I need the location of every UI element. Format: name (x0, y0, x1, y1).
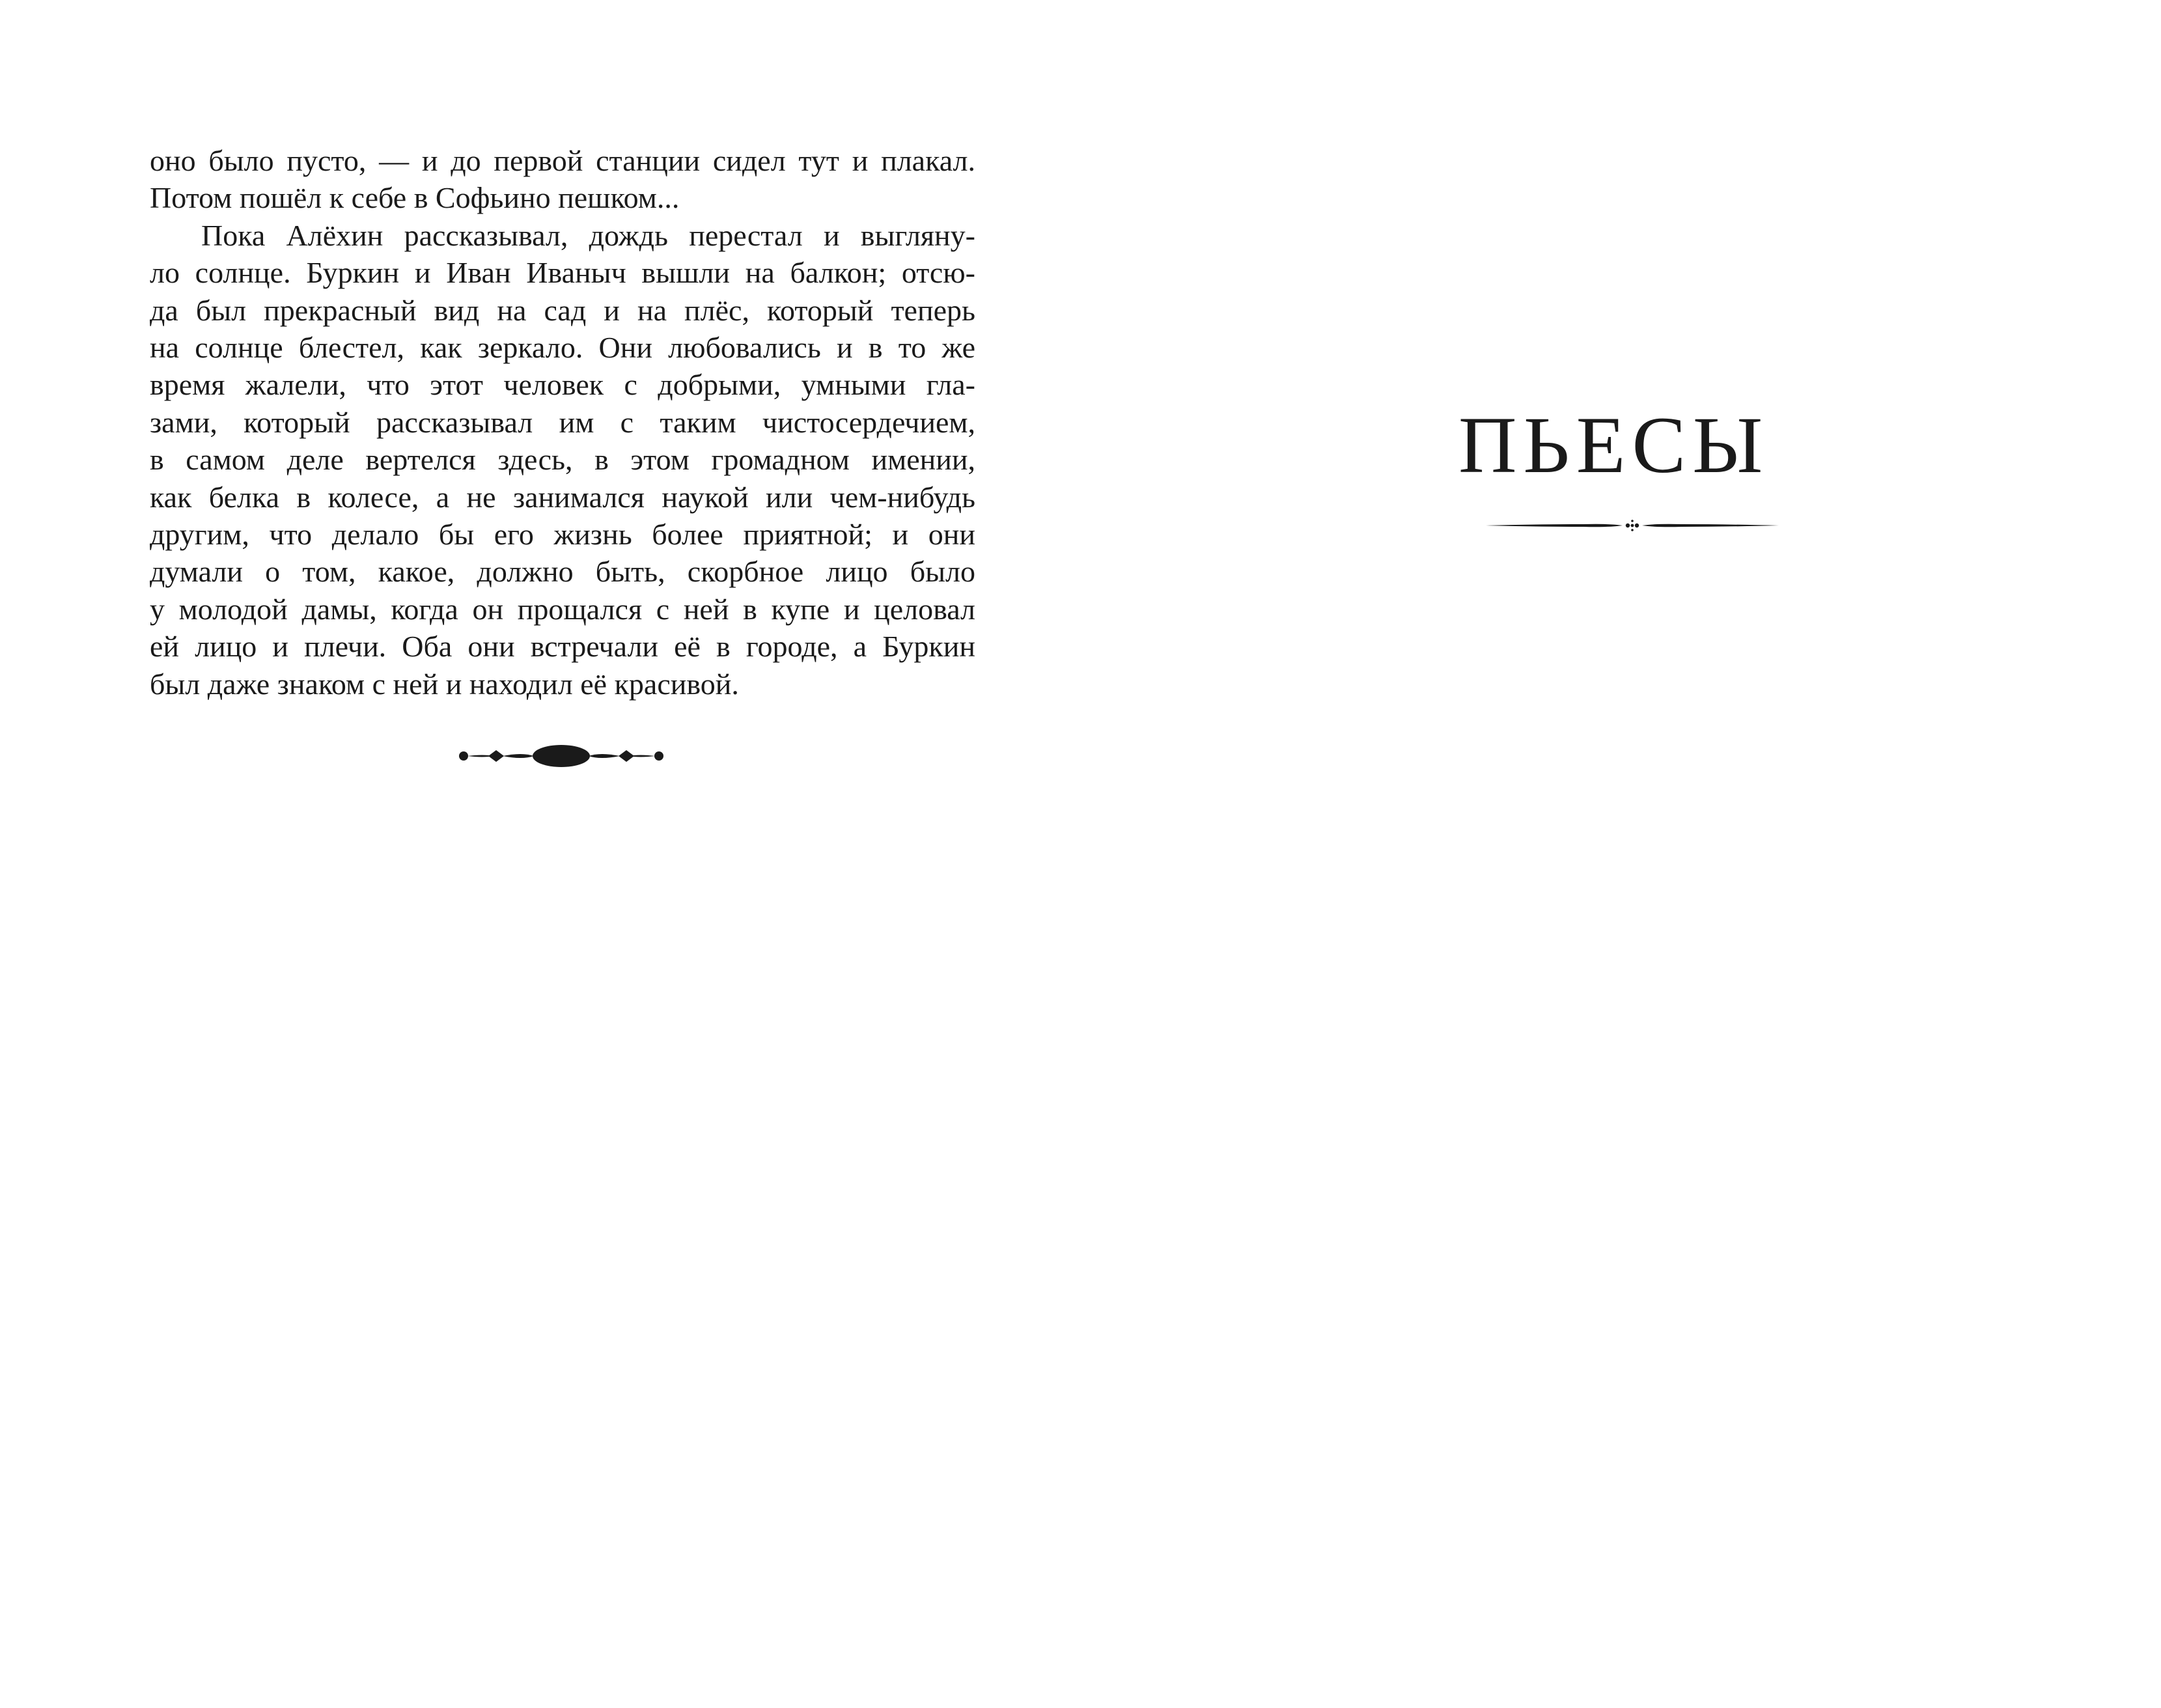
left-page-text (150, 142, 975, 703)
text-line: да был прекрасный вид на сад и на плёс, который теперь (150, 293, 975, 327)
paragraph-1 (150, 142, 975, 217)
text-line: время жалели, что этот человек с добрыми, умными гла- (150, 368, 975, 402)
text-line: думали о том, какое, должно быть, скорбное лицо было (150, 555, 975, 589)
text-line: в самом деле вертелся здесь, в этом громадном имении, (150, 443, 975, 477)
text-line: как белка в колесе, а не занимался наукой или чем-нибудь (150, 480, 975, 514)
fleuron-ornament-icon (457, 743, 665, 769)
paragraph-2 (150, 217, 975, 703)
text-line: на солнце блестел, как зеркало. Они любовались и в то же (150, 331, 975, 365)
decorative-rule-icon (1486, 518, 1779, 533)
text-line: был даже знаком с ней и находил её красивой. (150, 667, 739, 701)
section-title: ПЬЕСЫ (1458, 400, 1770, 490)
text-line: Пока Алёхин рассказывал, дождь перестал и выгляну- (201, 218, 975, 252)
text-line: ло солнце. Буркин и Иван Иваныч вышли на балкон; отсю- (150, 256, 975, 290)
text-line: оно было пусто, — и до первой станции сидел тут и плакал. (150, 144, 975, 177)
text-line: Потом пошёл к себе в Софьино пешком... (150, 181, 680, 215)
text-line: ей лицо и плечи. Оба они встречали её в городе, а Буркин (150, 630, 975, 664)
text-line: у молодой дамы, когда он прощался с ней в купе и целовал (150, 592, 975, 626)
text-line: зами, который рассказывал им с таким чистосердечием, (150, 405, 975, 439)
text-line: другим, что делало бы его жизнь более приятной; и они (150, 518, 975, 552)
